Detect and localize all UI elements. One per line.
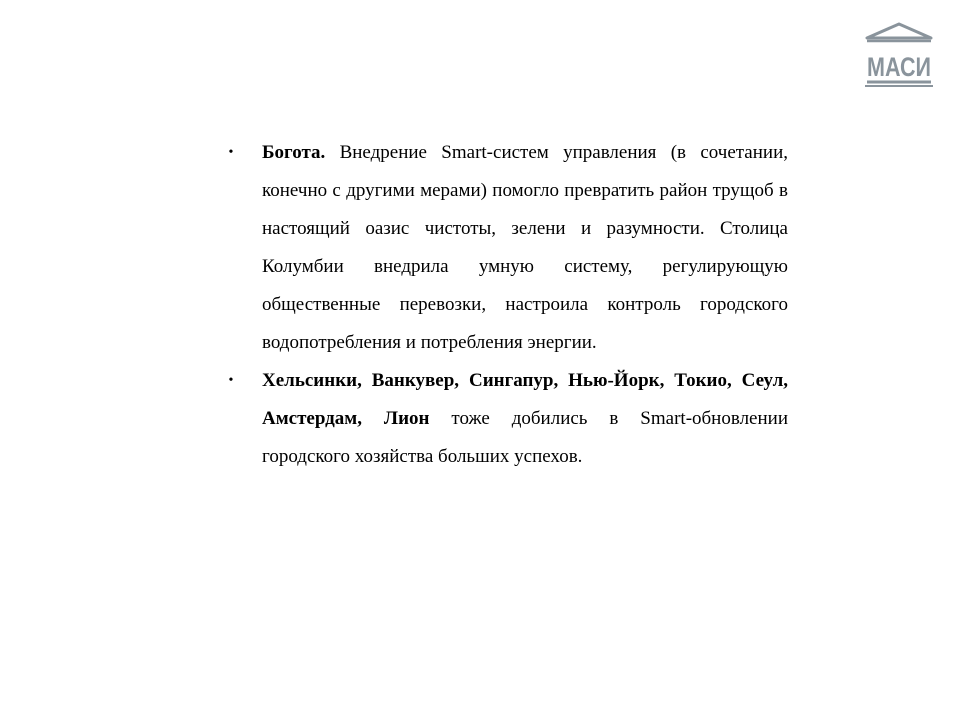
masi-logo-icon (864, 22, 934, 88)
masi-logo (864, 22, 934, 88)
item-title: Хельсинки, Ванкувер, Сингапур, Нью-Йорк, Токио, Сеул, Амстердам, Лион (262, 370, 788, 429)
item-text: тоже добились в Smart-обновлении городского хозяйства больших успехов. (262, 408, 788, 467)
bullet-icon: • (228, 373, 234, 388)
list-item-bogota (222, 134, 788, 362)
item-text: Внедрение Smart-систем управления (в сочетании, конечно с другими мерами) помогло превратить район трущоб в настоящий оазис чистоты, зелени и разумности. Столица Колумбии внедрила умную систему, регулирующую общественные перевозки, настроила контроль городского водопотребления и потребления энергии. (262, 142, 788, 353)
list-item-cities (222, 362, 788, 476)
logo-text: МАСИ (867, 52, 931, 82)
item-title: Богота. (262, 142, 326, 163)
bullet-icon: • (228, 145, 234, 160)
bullet-list (222, 134, 788, 476)
